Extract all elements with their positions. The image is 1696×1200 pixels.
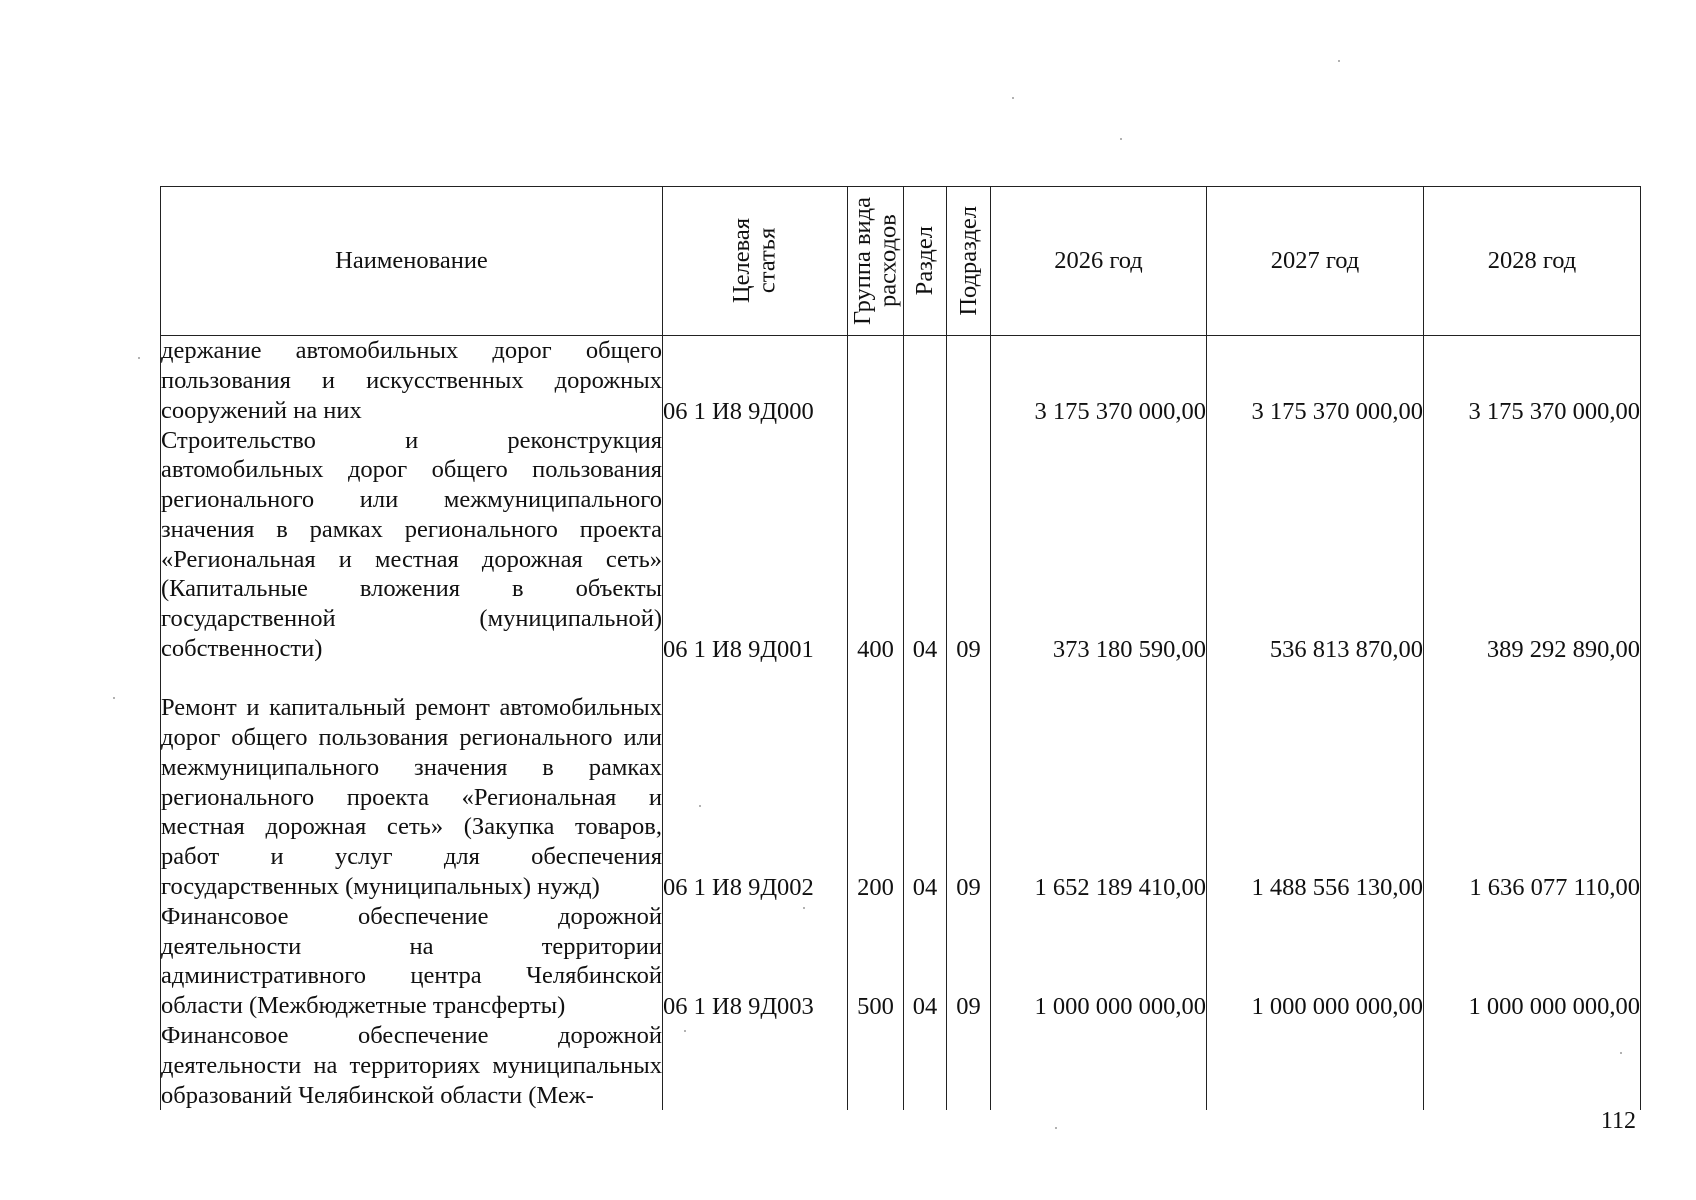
- table-row: [161, 902, 1641, 1021]
- scan-speck: [1012, 97, 1014, 99]
- row-section: 04: [904, 426, 947, 664]
- row-value-2027: [1207, 1021, 1424, 1110]
- row-subsection: 09: [947, 902, 991, 1021]
- scan-speck: [1338, 60, 1340, 62]
- row-name: Финансовое обеспечение дорожной деятельности на территориях муниципальных образований Челябинской области (Меж-: [161, 1022, 662, 1109]
- row-section: 04: [904, 664, 947, 902]
- table-row: [161, 426, 1641, 664]
- col-header-2026: 2026 год: [991, 187, 1207, 336]
- scan-speck: [1055, 1127, 1057, 1129]
- row-group: 400: [848, 426, 904, 664]
- row-section: [904, 1021, 947, 1110]
- table-row: [161, 1021, 1641, 1110]
- scan-speck: [138, 357, 140, 359]
- row-group: [848, 1021, 904, 1110]
- row-name: Строительство и реконструкция автомобильных дорог общего пользования регионального или межмуниципального значения в рамках регионального проекта «Региональная и местная дорожная сеть» (Капитальные вложения в объекты государственной (муниципальной) собственности): [161, 426, 662, 663]
- row-name: Финансовое обеспечение дорожной деятельности на территории административного центра Челябинской области (Межбюджетные трансферты): [161, 902, 662, 1020]
- row-section: [904, 336, 947, 426]
- budget-table: [160, 186, 1641, 1110]
- row-value-2026: 1 652 189 410,00: [991, 664, 1207, 902]
- col-header-name: Наименование: [161, 187, 663, 336]
- row-name: держание автомобильных дорог общего пользования и искусственных дорожных сооружений на них: [161, 337, 662, 424]
- row-code: [663, 1021, 848, 1110]
- row-value-2027: 1 488 556 130,00: [1207, 664, 1424, 902]
- col-header-2028: 2028 год: [1424, 187, 1641, 336]
- scan-speck: [113, 697, 115, 699]
- row-subsection: 09: [947, 664, 991, 902]
- row-value-2028: 1 636 077 110,00: [1424, 664, 1641, 902]
- row-value-2028: 3 175 370 000,00: [1424, 336, 1641, 426]
- scan-speck: [1120, 138, 1122, 140]
- row-value-2028: 389 292 890,00: [1424, 426, 1641, 664]
- row-value-2027: 1 000 000 000,00: [1207, 902, 1424, 1021]
- row-code: 06 1 И8 9Д001: [663, 426, 848, 664]
- row-group: 500: [848, 902, 904, 1021]
- row-value-2028: 1 000 000 000,00: [1424, 902, 1641, 1021]
- row-code: 06 1 И8 9Д003: [663, 902, 848, 1021]
- row-value-2027: 3 175 370 000,00: [1207, 336, 1424, 426]
- col-header-expense-group: Группа вида расходов: [848, 187, 904, 336]
- row-value-2026: 373 180 590,00: [991, 426, 1207, 664]
- col-header-section: Раздел: [904, 187, 947, 336]
- table-row: [161, 664, 1641, 902]
- col-header-target-article: Целевая статья: [663, 187, 848, 336]
- row-group: 200: [848, 664, 904, 902]
- row-subsection: [947, 336, 991, 426]
- row-value-2026: 3 175 370 000,00: [991, 336, 1207, 426]
- row-subsection: [947, 1021, 991, 1110]
- row-section: 04: [904, 902, 947, 1021]
- col-header-2027: 2027 год: [1207, 187, 1424, 336]
- row-group: [848, 336, 904, 426]
- table-header-row: [161, 187, 1641, 336]
- row-code: 06 1 И8 9Д002: [663, 664, 848, 902]
- row-value-2028: [1424, 1021, 1641, 1110]
- row-subsection: 09: [947, 426, 991, 664]
- row-name: Ремонт и капитальный ремонт автомобильных дорог общего пользования регионального или межмуниципального значения в рамках регионального проекта «Региональная и местная дорожная сеть» (Закупка товаров, работ и услуг для обеспечения государственных (муниципальных) нужд): [161, 664, 663, 902]
- table-row: [161, 336, 1641, 426]
- row-value-2026: [991, 1021, 1207, 1110]
- page-number: 112: [1600, 1108, 1636, 1134]
- row-code: 06 1 И8 9Д000: [663, 336, 848, 426]
- row-value-2026: 1 000 000 000,00: [991, 902, 1207, 1021]
- row-value-2027: 536 813 870,00: [1207, 426, 1424, 664]
- col-header-subsection: Подраздел: [947, 187, 991, 336]
